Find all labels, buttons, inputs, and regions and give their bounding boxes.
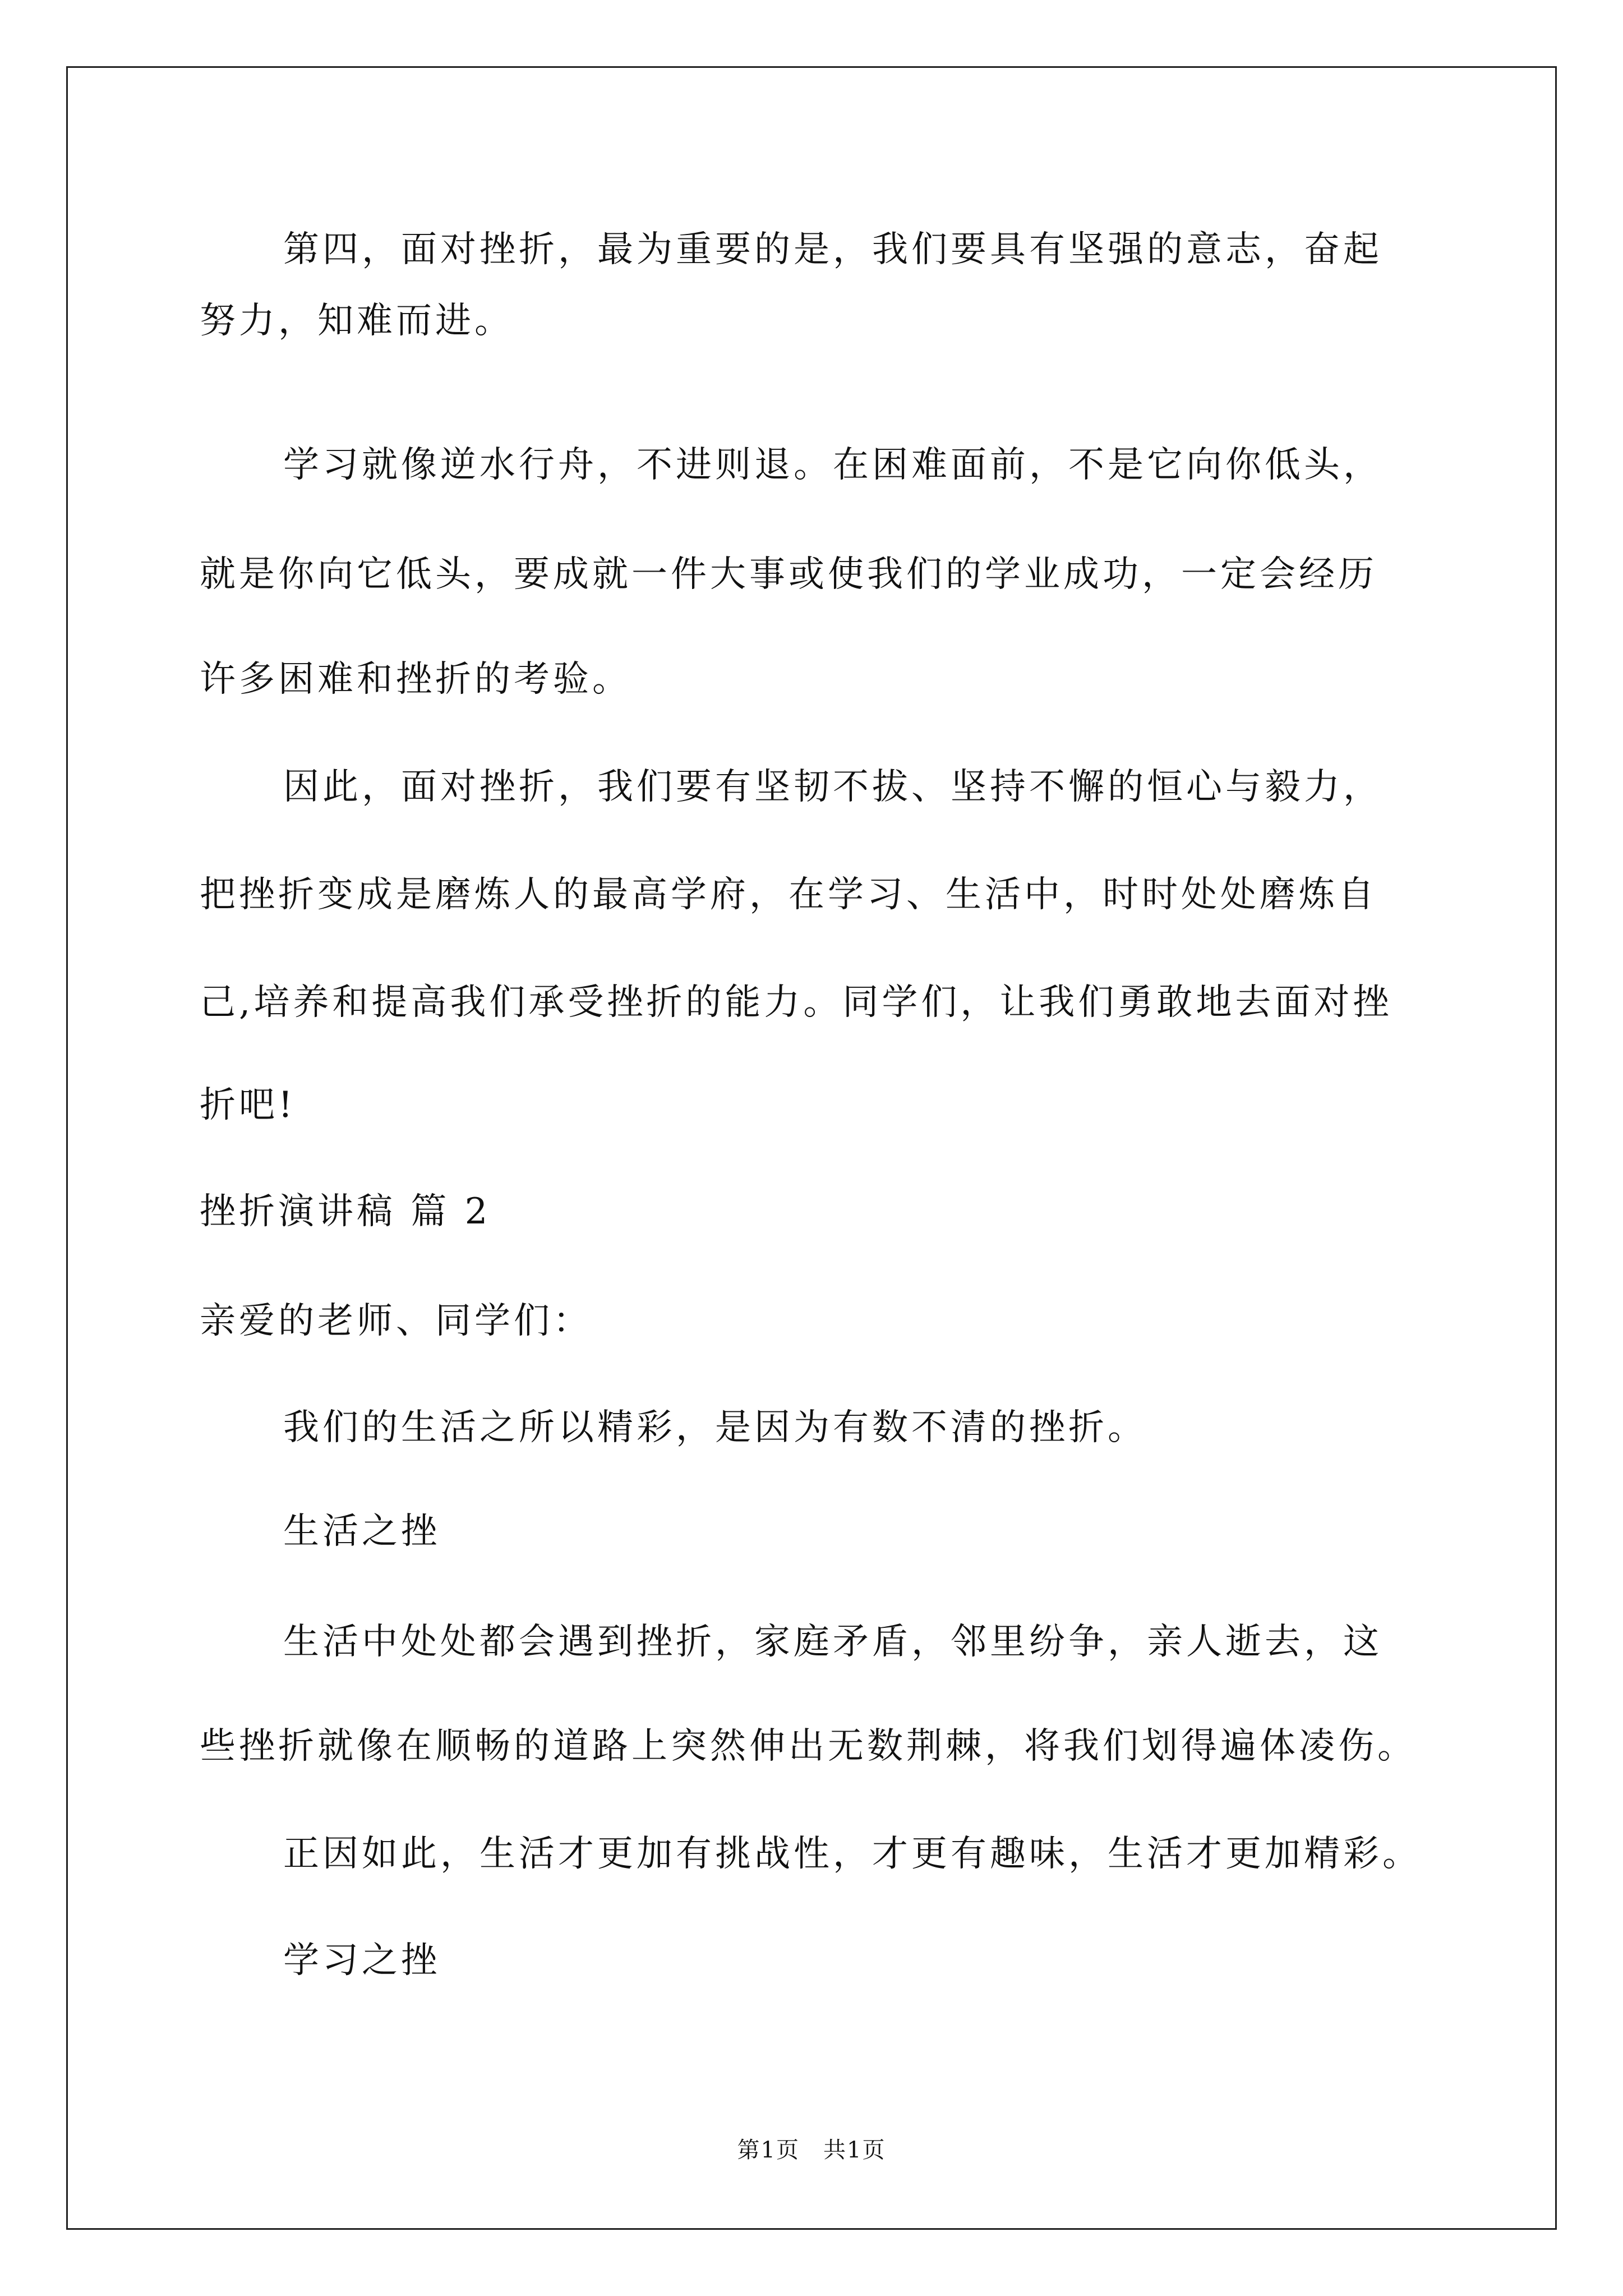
paragraph-4: 我们的生活之所以精彩，是因为有数不清的挫折。 [283,1407,1147,1448]
paragraph-2-line-3: 许多困难和挫折的考验。 [200,659,631,700]
page-footer: 第1页 共1页 [737,2137,886,2163]
salutation: 亲爱的老师、同学们： [200,1300,592,1342]
subheading-study: 学习之挫 [283,1940,440,1981]
paragraph-2-line-1: 学习就像逆水行舟，不进则退。在困难面前，不是它向你低头， [283,444,1382,486]
paragraph-1-line-1: 第四，面对挫折，最为重要的是，我们要具有坚强的意志，奋起 [283,229,1382,270]
paragraph-5-line-2: 些挫折就像在顺畅的道路上突然伸出无数荆棘，将我们划得遍体凌伤。 [200,1726,1417,1767]
subheading-life: 生活之挫 [283,1511,440,1552]
paragraph-3-line-3: 己,培养和提高我们承受挫折的能力。同学们，让我们勇敢地去面对挫 [200,982,1393,1023]
paragraph-2-line-2: 就是你向它低头，要成就一件大事或使我们的学业成功，一定会经历 [200,554,1377,595]
paragraph-3-line-2: 把挫折变成是磨炼人的最高学府，在学习、生活中，时时处处磨炼自 [200,874,1377,915]
page-border [66,66,1557,2230]
paragraph-3-line-4: 折吧! [200,1084,296,1126]
paragraph-5-line-1: 生活中处处都会遇到挫折，家庭矛盾，邻里纷争，亲人逝去，这 [283,1621,1382,1663]
paragraph-3-line-1: 因此，面对挫折，我们要有坚韧不拔、坚持不懈的恒心与毅力， [283,766,1382,808]
section-heading: 挫折演讲稿 篇 2 [200,1191,491,1232]
paragraph-1-line-2: 努力，知难而进。 [200,300,514,342]
paragraph-6: 正因如此，生活才更加有挑战性，才更有趣味，生活才更加精彩。 [283,1833,1422,1875]
